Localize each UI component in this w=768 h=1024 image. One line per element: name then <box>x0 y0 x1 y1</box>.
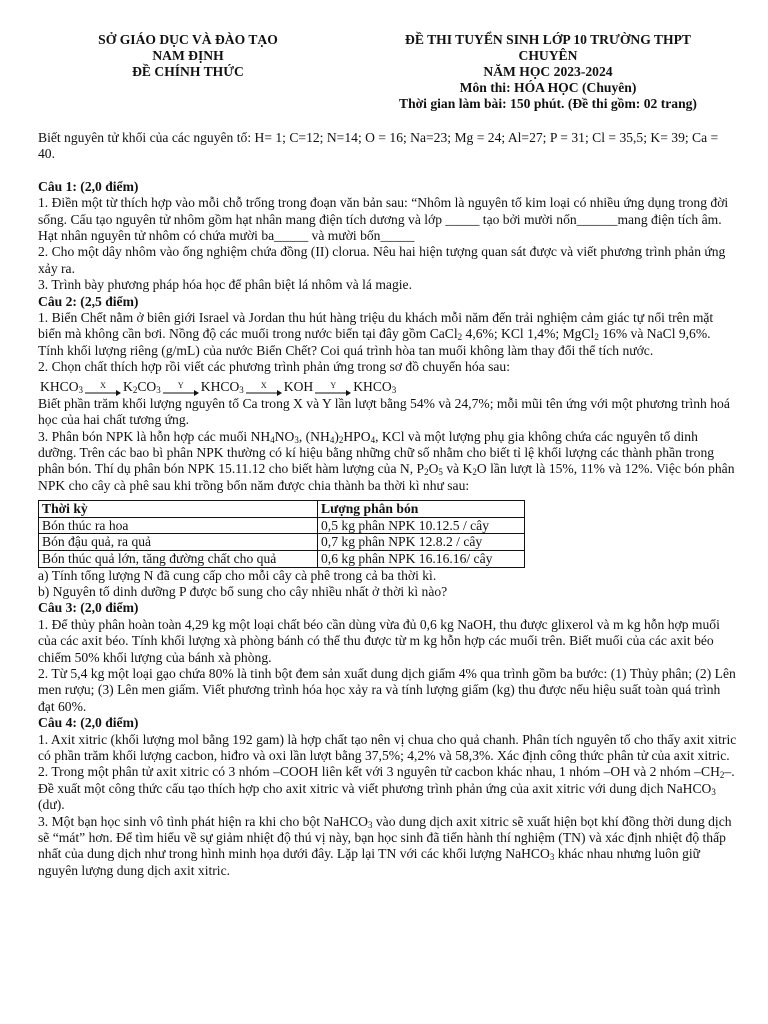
q2-part1: 1. Biển Chết nằm ở biên giới Israel và Jordan thu hút hàng triệu du khách mỗi năm đến trải nghiệm cảm giác tự nổi trên mặt biển mà không cần bơi. Nồng độ các muối trong nước biển tại đây gồm CaCl$_2$ 4,6%; KCl 1,4%; MgCl$_2$ 16% và NaCl 9,6%. Tính khối lượng riêng (g/mL) của nước Biển Chết? Coi quá trình hòa tan muối không làm thay đổi thể tích nước. <box>38 310 714 358</box>
arrow-icon <box>163 390 199 396</box>
department-name: SỞ GIÁO DỤC VÀ ĐÀO TẠO <box>98 32 278 47</box>
atomic-masses: Biết nguyên tử khối của các nguyên tố: H= 1; C=12; N=14; O = 16; Na=23; Mg = 24; Al=27; P = 31; Cl = 35,5; K= 39; Ca = 40. <box>38 130 719 162</box>
school-year: NĂM HỌC 2023-2024 <box>483 64 613 79</box>
q2-title: Câu 2: (2,5 điểm) <box>38 293 139 309</box>
q2-part3: 3. Phân bón NPK là hỗn hợp các muối $NH_4NO_3$, $(NH_4)_2HPO_4$, KCl và một lượng phụ gia không chứa các nguyên tố dinh dưỡng. Trên các bao bì phân NPK thường có kí hiệu bằng những chữ số nhằm cho biết tỉ lệ khối lượng các thành phần trong phân bón. Thí dụ phân bón NPK 15.11.12 cho biết hàm lượng của N, $P_2O_5$ và $K_2O$ lần lượt là 15%, 11% và 12%. Việc bón phân NPK cho cây cà phê sau khi trồng bốn năm được chia thành ba thời kì như sau: <box>38 428 735 493</box>
exam-header <box>38 32 738 112</box>
table-row <box>39 534 525 551</box>
arrow-icon <box>315 390 351 396</box>
q4-title: Câu 4: (2,0 điểm) <box>38 715 139 731</box>
table-cell: 0,6 kg phân NPK 16.16.16/ cây <box>318 550 525 567</box>
official-label: ĐỀ CHÍNH THỨC <box>132 64 244 79</box>
q1-part1: 1. Điền một từ thích hợp vào mỗi chỗ trống trong đoạn văn bản sau: “Nhôm là nguyên tố kim loại có nhiều ứng dụng trong đời sống. Cấu tạo nguyên tử nhôm gồm hạt nhân mang điện tích dương và lớp _____ tạo bởi mười nốn______mang điện tích âm. Hạt nhân nguyên tử nhôm có chứa mười ba_____ và mười bốn_____ <box>38 195 729 244</box>
table-header: Lượng phân bón <box>318 501 525 518</box>
table-cell: 0,7 kg phân NPK 12.8.2 / cây <box>318 534 525 551</box>
table-cell: Bón thúc quả lớn, tăng đường chất cho quả <box>39 550 318 567</box>
q1-part3: 3. Trình bày phương pháp hóa học để phân biệt lá nhôm và lá magie. <box>38 277 412 293</box>
arrow-y-2: Y <box>314 382 352 396</box>
q2-question-b: b) Nguyên tố dinh dưỡng P được bổ sung cho cây nhiều nhất ở thời kì nào? <box>38 583 448 599</box>
q4-part2: 2. Trong một phân tử axit xitric có 3 nhóm –COOH liên kết với 3 nguyên tử cacbon khác nhau, 1 nhóm –OH và 2 nhóm $-CH_2-$. Đề xuất một công thức cấu tạo thích hợp cho axit xitric và viết phương trình phản ứng của axit xitric với dung dịch NaHCO$_3$ (dư). <box>38 764 735 813</box>
q3-part2: 2. Từ 5,4 kg một loại gạo chứa 80% là tinh bột đem sản xuất dung dịch giấm 4% qua trình gồm ba bước: (1) Thủy phân; (2) Lên men rượu; (3) Lên men giấm. Viết phương trình hóa học xảy ra và tính lượng giấm (kg) thu được nếu hiệu suất toàn quá trình đạt 60%. <box>38 665 736 714</box>
chain-khco3-1: $KHCO_3$ <box>40 379 84 396</box>
province-name: NAM ĐỊNH <box>152 48 224 63</box>
arrow-y-1: Y <box>162 382 200 396</box>
chain-khco3-2: $KHCO_3$ <box>200 379 244 396</box>
table-header-row <box>39 501 525 518</box>
chain-k2co3: $K_2CO_3$ <box>123 379 161 396</box>
exam-title-cont: CHUYÊN <box>518 48 578 63</box>
table-header: Thời kỳ <box>39 501 318 518</box>
header-left <box>38 32 338 112</box>
subject: Môn thi: HÓA HỌC (Chuyên) <box>459 80 637 95</box>
exam-title: ĐỀ THI TUYỂN SINH LỚP 10 TRƯỜNG THPT <box>405 32 691 47</box>
table-row <box>39 550 525 567</box>
arrow-icon <box>246 390 282 396</box>
duration: Thời gian làm bài: 150 phút. (Đề thi gồm: 02 trang) <box>399 96 697 111</box>
q4-part3: 3. Một bạn học sinh vô tình phát hiện ra khi cho bột NaHCO$_3$ vào dung dịch axit xitric sẽ xuất hiện bọt khí đồng thời dung dịch sẽ “mát” hơn. Để tìm hiểu về sự giảm nhiệt độ thú vị này, bạn học sinh đã tiến hành thí nghiệm (TN) và xác định nhiệt độ thấp nhất của dung dịch như trong hình minh họa dưới đây. Lặp lại TN với các khối lượng NaHCO$_3$ khác nhau nhưng luôn giữ nguyên lượng dung dịch axit xitric. <box>38 813 732 878</box>
table-cell: 0,5 kg phân NPK 10.12.5 / cây <box>318 517 525 534</box>
arrow-x-2: X <box>245 382 283 396</box>
fertilizer-table <box>38 500 525 567</box>
conversion-chain <box>40 378 738 396</box>
table-cell: Bón đậu quả, ra quả <box>39 534 318 551</box>
header-right <box>358 32 738 112</box>
q1-title: Câu 1: (2,0 điểm) <box>38 178 139 194</box>
table-cell: Bón thúc ra hoa <box>39 517 318 534</box>
chain-khco3-3: $KHCO_3$ <box>353 379 397 396</box>
q2-part2: 2. Chọn chất thích hợp rồi viết các phương trình phản ứng trong sơ đồ chuyển hóa sau: <box>38 359 510 375</box>
q3-part1: 1. Để thủy phân hoàn toàn 4,29 kg một loại chất béo cần dùng vừa đủ 0,6 kg NaOH, thu được glixerol và m kg hỗn hợp muối của các axit béo. Tính khối lượng xà phòng bánh có thể thu được từ m kg hỗn hợp các muối trên. Biết muối của các axit béo chiếm 50% khối lượng của bánh xà phòng. <box>38 616 720 665</box>
chain-koh: KOH <box>283 379 314 395</box>
arrow-x-1: X <box>84 382 122 396</box>
arrow-icon <box>85 390 121 396</box>
q2-part2-note: Biết phần trăm khối lượng nguyên tố Ca trong X và Y lần lượt bằng 54% và 24,7%; mỗi mũi tên ứng với một phương trình hoá học của hai chất tương ứng. <box>38 395 730 428</box>
table-row <box>39 517 525 534</box>
q1-part2: 2. Cho một dây nhôm vào ống nghiệm chứa đồng (II) clorua. Nêu hai hiện tượng quan sát được và viết phương trình phản ứng xảy ra. <box>38 244 726 276</box>
q3-title: Câu 3: (2,0 điểm) <box>38 600 139 616</box>
q2-question-a: a) Tính tổng lượng N đã cung cấp cho mỗi cây cà phê trong cả ba thời kì. <box>38 567 437 583</box>
q4-part1: 1. Axit xitric (khối lượng mol bằng 192 gam) là hợp chất tạo nên vị chua cho quả chanh. Phân tích nguyên tố cho thấy axit xitric có phần trăm khối lượng cacbon, hiđro và oxi lần lượt bằng 37,5%; 4,2% và 58,3%. Xác định công thức phân tử của axit xitric. <box>38 731 737 763</box>
